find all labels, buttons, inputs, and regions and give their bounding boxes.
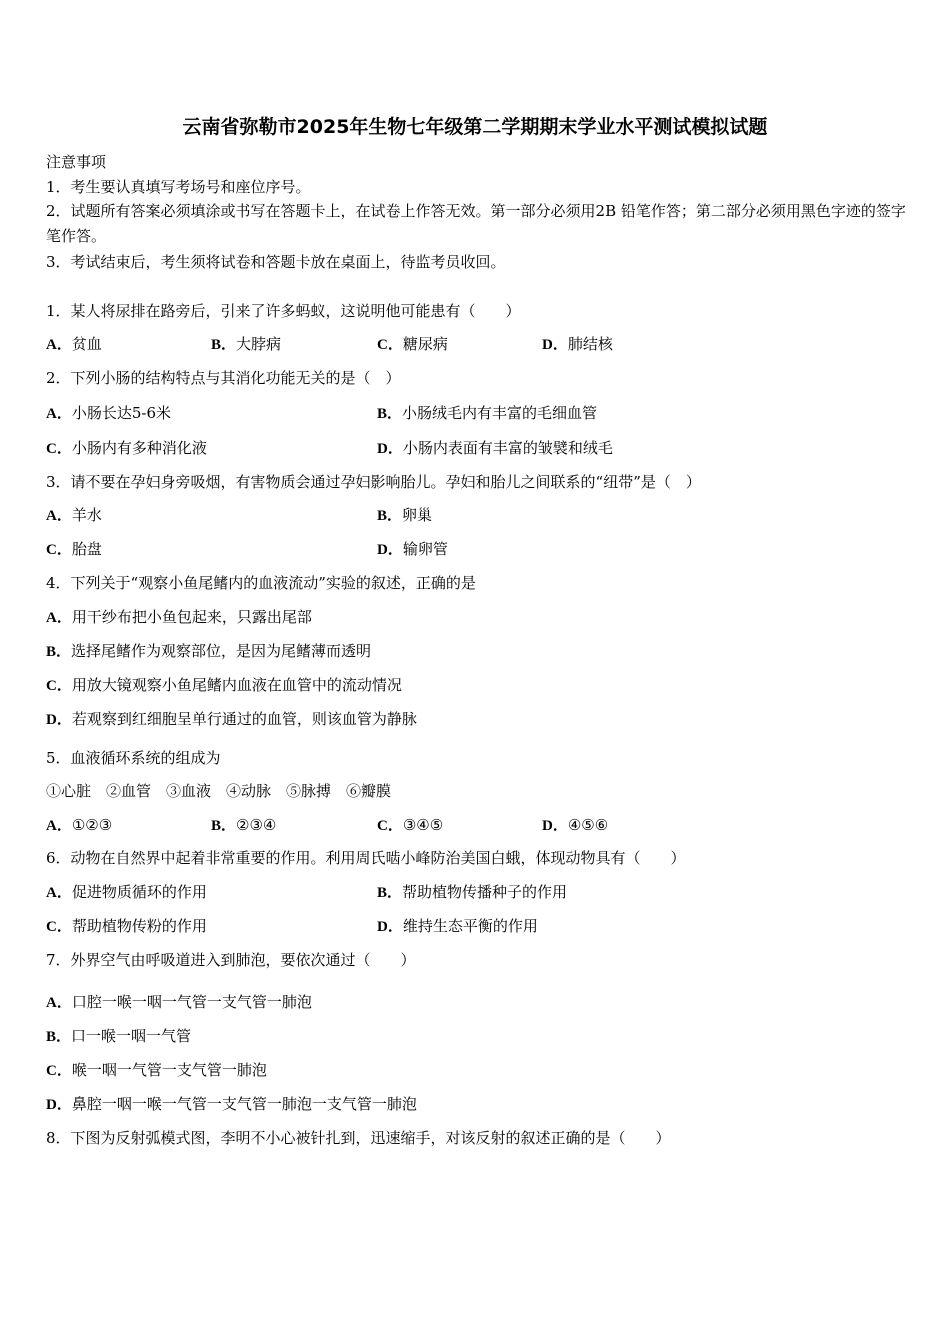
question-stem: 5．血液循环系统的组成为 [46, 749, 221, 767]
question-stem: 3．请不要在孕妇身旁吸烟，有害物质会通过孕妇影响胎儿。孕妇和胎儿之间联系的“纽带”是（ ） [46, 473, 701, 491]
page-title: 云南省弥勒市2025年生物七年级第二学期期末学业水平测试模拟试题 [182, 116, 768, 138]
question-stem: 2．下列小肠的结构特点与其消化功能无关的是（ ） [46, 369, 401, 387]
option-c: C．喉一咽一气管一支气管一肺泡 [46, 1061, 267, 1079]
option-b: B．口一喉一咽一气管 [46, 1027, 192, 1045]
option-c: C．帮助植物传粉的作用 [46, 917, 207, 935]
option-a: A．用干纱布把小鱼包起来，只露出尾部 [46, 608, 312, 626]
option-c: C．③④⑤ [377, 816, 444, 834]
option-d: D．④⑤⑥ [542, 816, 609, 834]
option-b: B．②③④ [211, 816, 277, 834]
option-b: B．选择尾鳍作为观察部位，是因为尾鳍薄而透明 [46, 642, 372, 660]
option-d: D．输卵管 [377, 540, 448, 558]
option-b: B．大脖病 [211, 335, 282, 353]
option-a: A．羊水 [46, 506, 102, 524]
question-stem: 6．动物在自然界中起着非常重要的作用。利用周氏啮小峰防治美国白蛾，体现动物具有（ ） [46, 849, 686, 867]
option-b: B．帮助植物传播种子的作用 [377, 883, 568, 901]
notice-item: 2．试题所有答案必须填涂或书写在答题卡上，在试卷上作答无效。第一部分必须用2B 铅笔作答；第二部分必须用黑色字迹的签字笔作答。 [46, 202, 906, 245]
option-d: D．若观察到红细胞呈单行通过的血管，则该血管为静脉 [46, 710, 417, 728]
option-a: A．小肠长达5-6米 [46, 404, 171, 422]
question-stem: 8．下图为反射弧模式图，李明不小心被针扎到，迅速缩手，对该反射的叙述正确的是（ ） [46, 1129, 671, 1147]
option-a: A．口腔一喉一咽一气管一支气管一肺泡 [46, 993, 312, 1011]
option-c: C．小肠内有多种消化液 [46, 439, 207, 457]
option-d: D．鼻腔一咽一喉一气管一支气管一肺泡一支气管一肺泡 [46, 1095, 417, 1113]
option-c: C．用放大镜观察小鱼尾鳍内血液在血管中的流动情况 [46, 676, 402, 694]
option-a: A．贫血 [46, 335, 102, 353]
option-c: C．胎盘 [46, 540, 102, 558]
option-a: A．促进物质循环的作用 [46, 883, 207, 901]
option-b: B．卵巢 [377, 506, 433, 524]
option-d: D．维持生态平衡的作用 [377, 917, 538, 935]
notice-item: 1．考生要认真填写考场号和座位序号。 [46, 178, 311, 196]
notice-item: 3．考试结束后，考生须将试卷和答题卡放在桌面上，待监考员收回。 [46, 253, 506, 271]
question-items: ①心脏 ②血管 ③血液 ④动脉 ⑤脉搏 ⑥瓣膜 [46, 782, 392, 800]
option-c: C．糖尿病 [377, 335, 448, 353]
question-stem: 7．外界空气由呼吸道进入到肺泡，要依次通过（ ） [46, 951, 416, 969]
notice-heading: 注意事项 [46, 153, 107, 171]
question-stem: 1．某人将尿排在路旁后，引来了许多蚂蚁，这说明他可能患有（ ） [46, 302, 521, 320]
option-b: B．小肠绒毛内有丰富的毛细血管 [377, 404, 598, 422]
option-d: D．小肠内表面有丰富的皱襞和绒毛 [377, 439, 613, 457]
option-d: D．肺结核 [542, 335, 613, 353]
option-a: A．①②③ [46, 816, 113, 834]
question-stem: 4．下列关于“观察小鱼尾鳍内的血液流动”实验的叙述，正确的是 [46, 574, 476, 592]
